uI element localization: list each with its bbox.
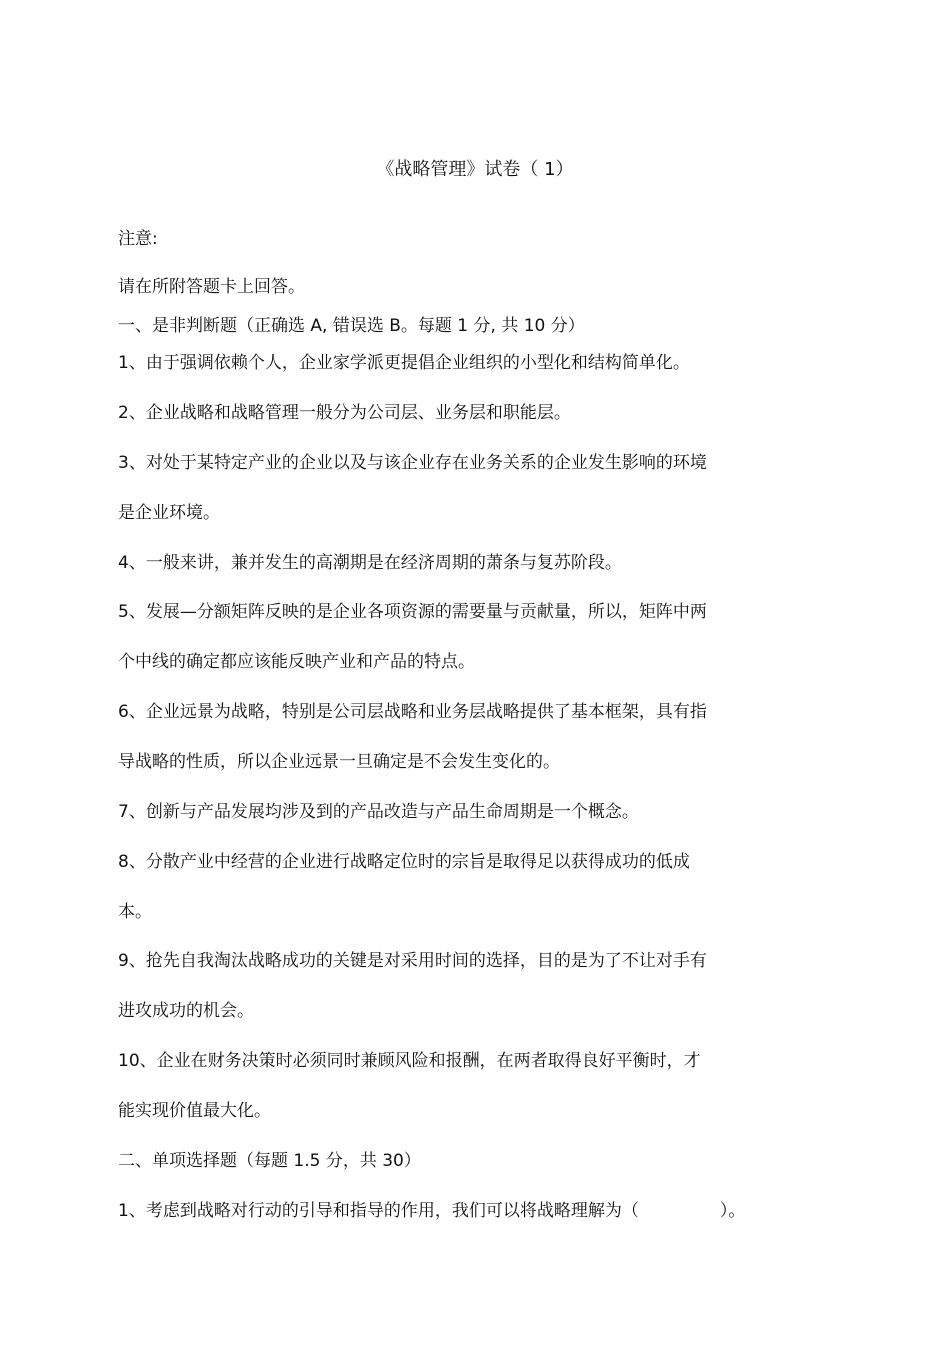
question-line: 9、抢先自我淘汰战略成功的关键是对采用时间的选择，目的是为了不让对手有 <box>118 951 707 971</box>
question-line: 1、由于强调依赖个人，企业家学派更提倡企业组织的小型化和结构简单化。 <box>118 353 690 373</box>
question-line: 进攻成功的机会。 <box>118 1001 254 1021</box>
question-line: 5、发展—分额矩阵反映的是企业各项资源的需要量与贡献量，所以，矩阵中两 <box>118 602 707 622</box>
question-line: 2、企业战略和战略管理一般分为公司层、业务层和职能层。 <box>118 403 571 423</box>
question-line: 本。 <box>118 902 152 922</box>
document-title: 《战略管理》试卷（ 1） <box>376 159 574 180</box>
question-line: 导战略的性质，所以企业远景一旦确定是不会发生变化的。 <box>118 752 560 772</box>
note-instruction: 请在所附答题卡上回答。 <box>118 277 305 297</box>
section-1-heading: 一、是非判断题（正确选 A, 错误选 B。每题 1 分, 共 10 分） <box>118 316 585 336</box>
question-line: 6、企业远景为战略，特别是公司层战略和业务层战略提供了基本框架，具有指 <box>118 702 707 722</box>
question-line: 4、一般来讲，兼并发生的高潮期是在经济周期的萧条与复苏阶段。 <box>118 553 622 573</box>
question-line: 3、对处于某特定产业的企业以及与该企业存在业务关系的企业发生影响的环境 <box>118 453 707 473</box>
section-2-heading: 二、单项选择题（每题 1.5 分，共 30） <box>118 1151 421 1171</box>
question-line: 10、企业在财务决策时必须同时兼顾风险和报酬，在两者取得良好平衡时，才 <box>118 1051 701 1071</box>
question-line: 1、考虑到战略对行动的引导和指导的作用，我们可以将战略理解为（ ）。 <box>118 1201 746 1221</box>
question-line: 是企业环境。 <box>118 503 220 523</box>
question-line: 能实现价值最大化。 <box>118 1101 271 1121</box>
question-line: 7、创新与产品发展均涉及到的产品改造与产品生命周期是一个概念。 <box>118 802 639 822</box>
note-label: 注意: <box>118 229 158 249</box>
question-line: 8、分散产业中经营的企业进行战略定位时的宗旨是取得足以获得成功的低成 <box>118 852 690 872</box>
question-line: 个中线的确定都应该能反映产业和产品的特点。 <box>118 652 475 672</box>
